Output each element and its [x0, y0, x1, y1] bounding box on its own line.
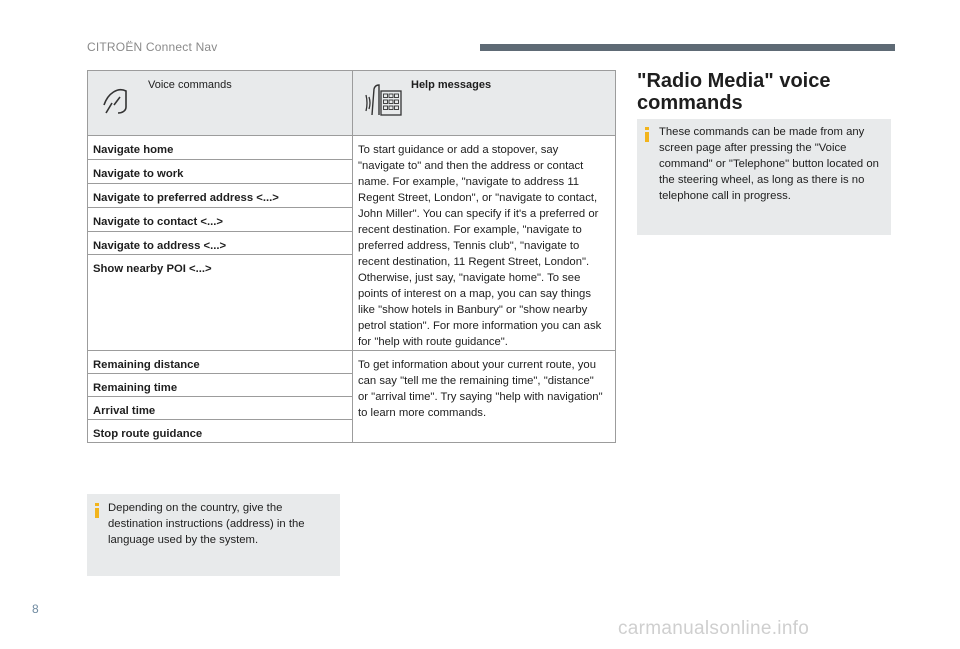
- table-row: [88, 136, 616, 160]
- table-row: [88, 351, 616, 374]
- help-cell-navigation: To start guidance or add a stopover, say "navigate to" and then the address or contact name. For example, "navigate to address 11 Regent Street, London", or "navigate to contact, John Miller". You can specify if it's a preferred or recent destination. For example, "navigate to preferred address, Tennis club", "navigate to recent destination, 11 Regent Street, London". Otherwise, just say, "navigate home". To see points of interest on a map, you can say things like "show hotels in Banbury" or "show nearby petrol station". For more information you can ask for "help with route guidance".: [353, 136, 616, 351]
- command-cell: Navigate home: [88, 136, 353, 160]
- header-voice-commands: Voice commands: [148, 79, 232, 91]
- note-radio-media-text: These commands can be made from any screen page after pressing the "Voice command" or "Telephone" button located on the steering wheel, as long as there is no telephone call in progress.: [659, 126, 879, 202]
- header-cell-voice: [88, 71, 353, 136]
- voice-command-icon: [100, 83, 132, 115]
- voice-commands-table: [87, 70, 616, 443]
- header-help-messages: Help messages: [411, 79, 492, 91]
- header-title: CITROËN Connect Nav: [87, 40, 218, 54]
- command-cell: Navigate to contact <...>: [88, 207, 353, 231]
- table-header-row: [88, 71, 616, 136]
- note-box-language: [87, 494, 340, 576]
- note-language-text: Depending on the country, give the destination instructions (address) in the language used by the system.: [108, 502, 305, 546]
- command-cell: Arrival time: [88, 397, 353, 420]
- info-icon: [645, 127, 649, 141]
- note-box-radio-media: [637, 119, 891, 235]
- section-title: "Radio Media" voice commands: [637, 70, 831, 114]
- header-cell-help: [353, 71, 616, 136]
- help-cell-route-info: To get information about your current route, you can say "tell me the remaining time", "distance" or "arrival time". Try saying "help with navigation" to learn more commands.: [353, 351, 616, 443]
- header-bar: [480, 44, 895, 51]
- command-cell: Remaining time: [88, 374, 353, 397]
- command-cell: Navigate to work: [88, 159, 353, 183]
- command-cell: Navigate to preferred address <...>: [88, 183, 353, 207]
- command-cell: Show nearby POI <...>: [88, 255, 353, 351]
- command-cell: Navigate to address <...>: [88, 231, 353, 255]
- page-number: 8: [32, 602, 39, 616]
- info-icon: [95, 503, 99, 517]
- command-cell: Stop route guidance: [88, 420, 353, 443]
- help-keypad-icon: [365, 83, 403, 119]
- watermark: carmanualsonline.info: [618, 618, 810, 639]
- command-cell: Remaining distance: [88, 351, 353, 374]
